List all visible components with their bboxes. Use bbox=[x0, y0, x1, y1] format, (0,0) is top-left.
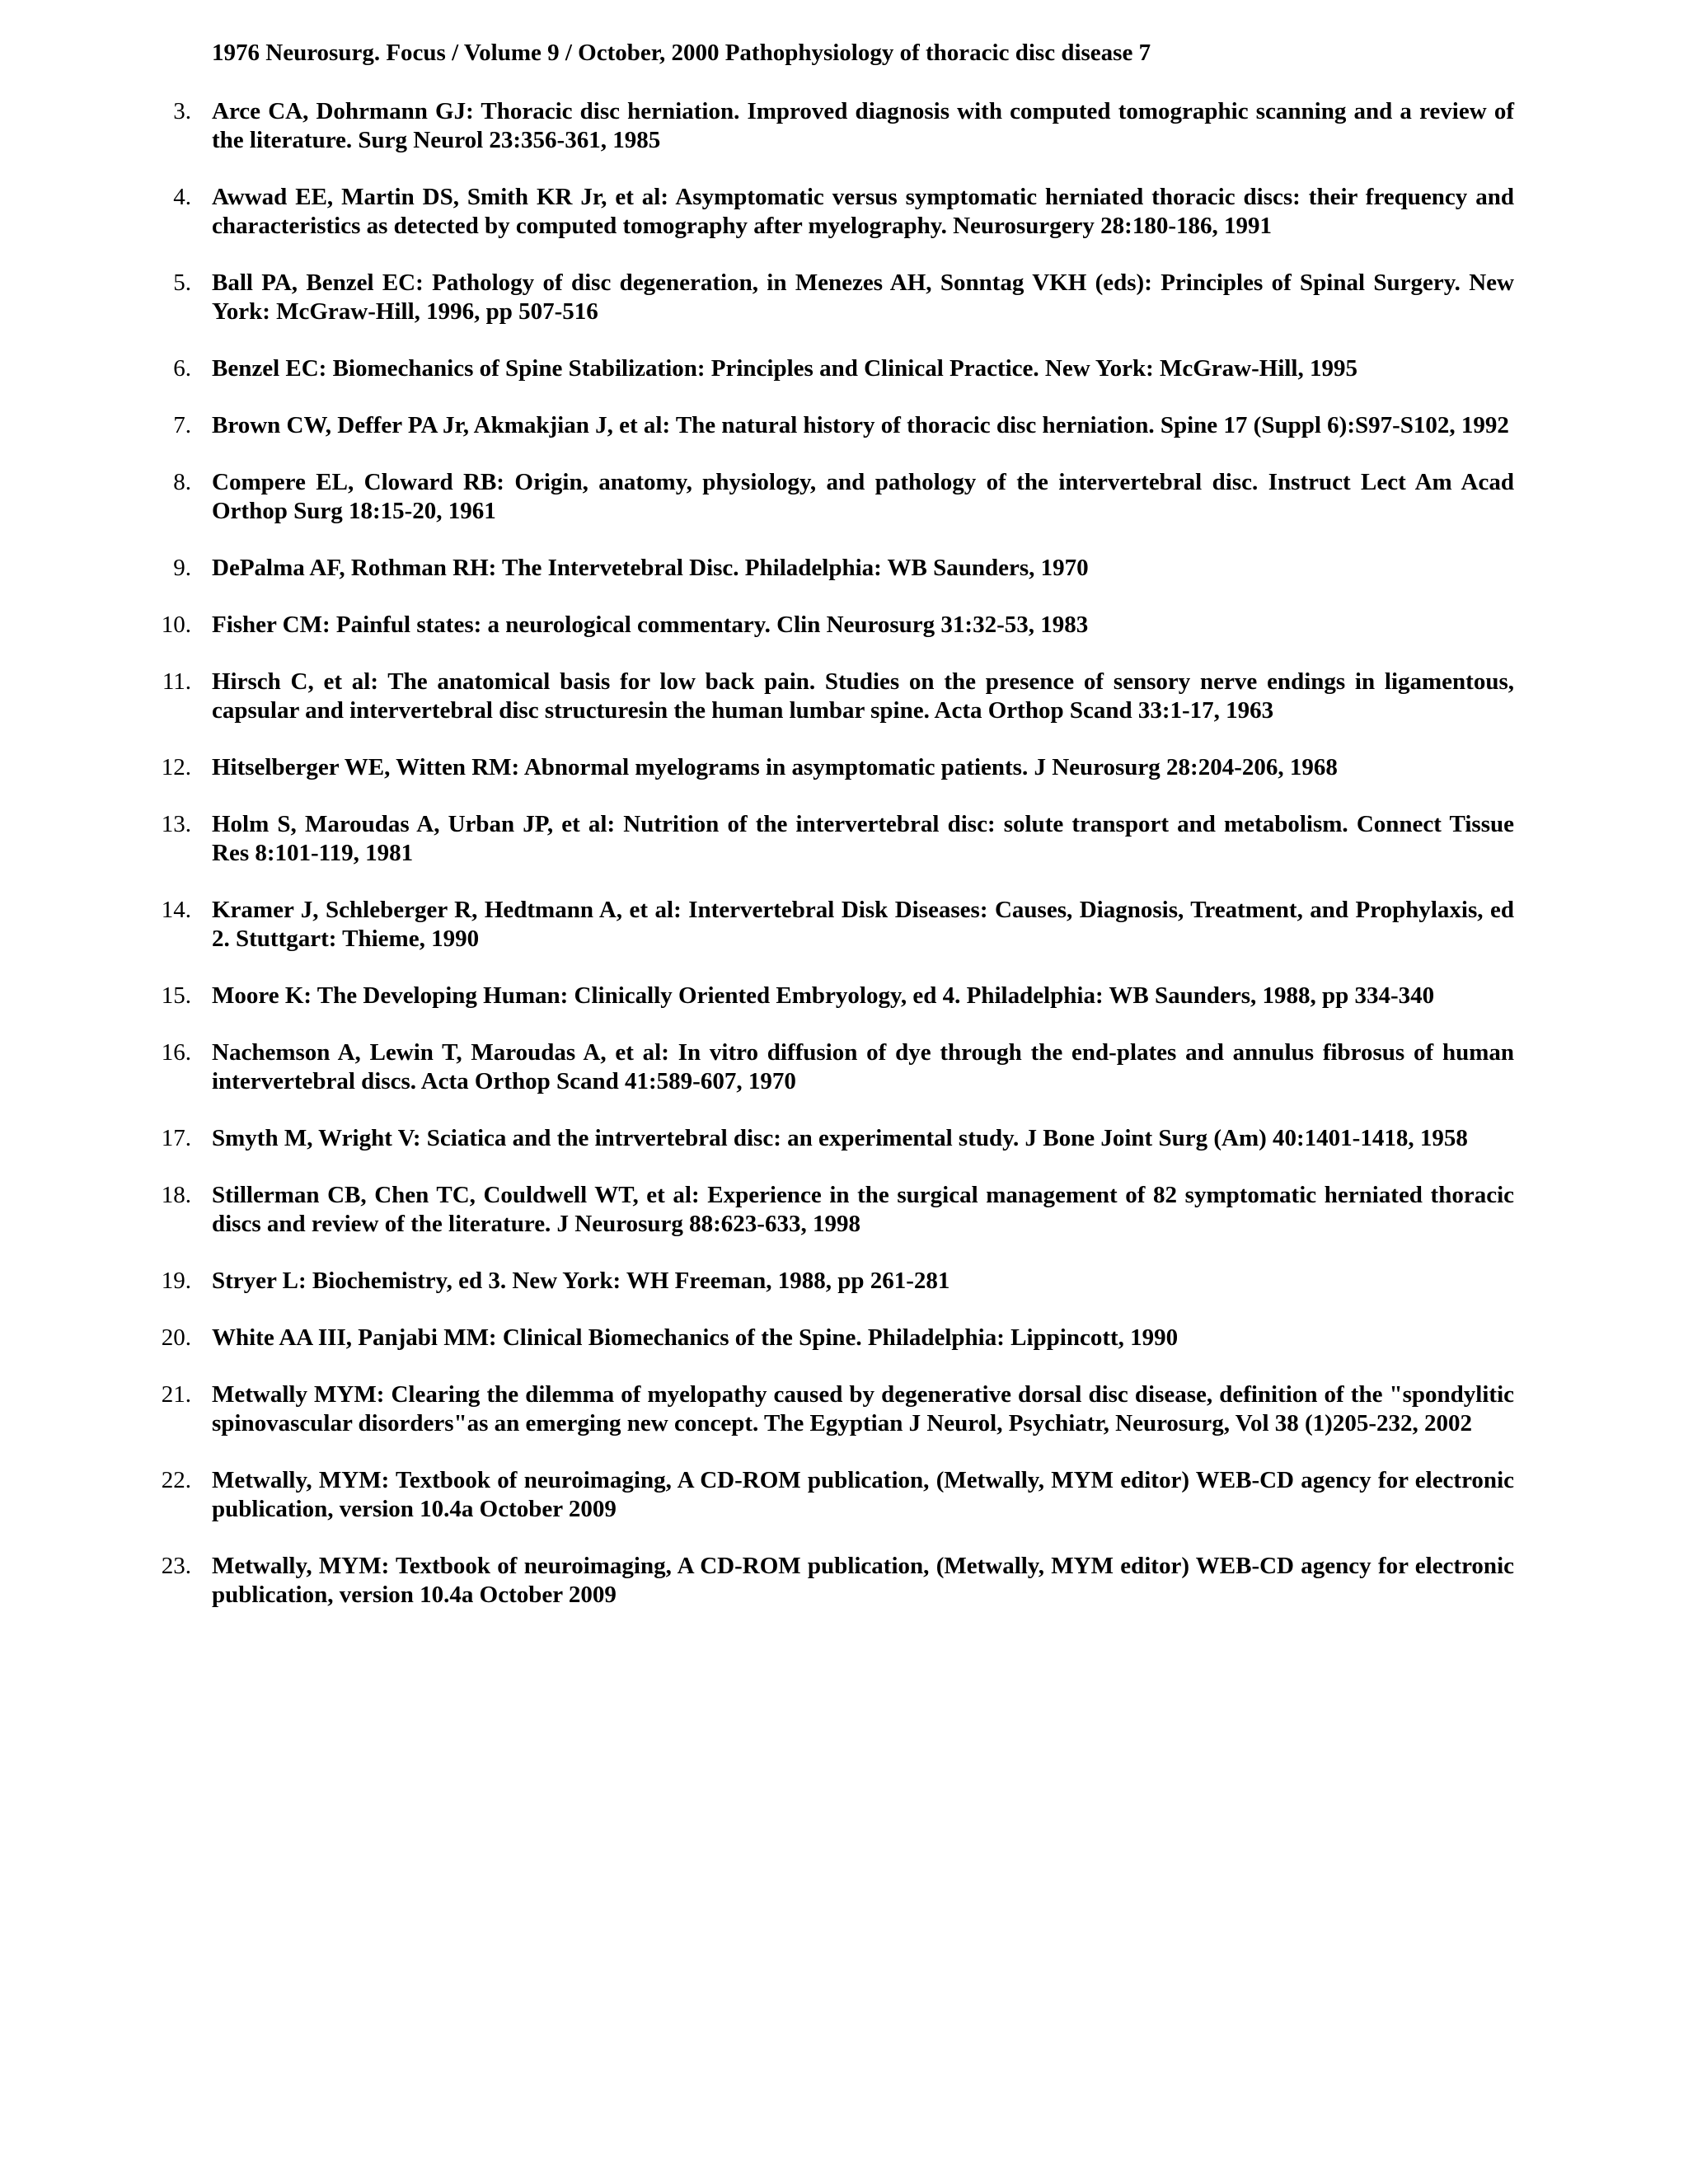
reference-item bbox=[0, 1038, 1688, 1096]
reference-item bbox=[0, 1181, 1688, 1239]
reference-item bbox=[0, 468, 1688, 526]
reference-text: Fisher CM: Painful states: a neurological commentary. Clin Neurosurg 31:32-53, 1983 bbox=[212, 612, 1089, 638]
reference-number: 13. bbox=[161, 811, 191, 837]
reference-item bbox=[0, 269, 1688, 326]
reference-item bbox=[0, 982, 1688, 1010]
reference-number: 8. bbox=[173, 469, 191, 495]
reference-text: Arce CA, Dohrmann GJ: Thoracic disc herniation. Improved diagnosis with computed tomographic scanning and a review of the literature. Surg Neurol 23:356-361, 1985 bbox=[212, 98, 1514, 153]
reference-text: Smyth M, Wright V: Sciatica and the intrvertebral disc: an experimental study. J Bone Joint Surg (Am) 40:1401-1418, 1958 bbox=[212, 1125, 1468, 1151]
reference-item bbox=[0, 1552, 1688, 1610]
reference-number: 3. bbox=[173, 98, 191, 124]
reference-number: 4. bbox=[173, 184, 191, 210]
reference-number: 5. bbox=[173, 269, 191, 296]
reference-item bbox=[0, 810, 1688, 868]
reference-number: 22. bbox=[161, 1467, 191, 1493]
reference-text: Metwally MYM: Clearing the dilemma of myelopathy caused by degenerative dorsal disc disease, definition of the "spondylitic spinovascular disorders"as an emerging new concept. The Egyptian J Neurol, Psychiatr, Neurosurg, Vol 38 (1)205-232, 2002 bbox=[212, 1381, 1514, 1436]
reference-text: Awwad EE, Martin DS, Smith KR Jr, et al: Asymptomatic versus symptomatic herniated thoracic discs: their frequency and characteristics as detected by computed tomography after myelography. Neurosurgery 28:180-186, 1991 bbox=[212, 184, 1514, 239]
reference-item bbox=[0, 753, 1688, 782]
reference-item bbox=[0, 1267, 1688, 1296]
reference-item bbox=[0, 1380, 1688, 1438]
reference-item bbox=[0, 668, 1688, 725]
reference-item bbox=[0, 183, 1688, 241]
reference-number: 10. bbox=[161, 612, 191, 638]
reference-text: Nachemson A, Lewin T, Maroudas A, et al: In vitro diffusion of dye through the end-plates and annulus fibrosus of human intervertebral discs. Acta Orthop Scand 41:589-607, 1970 bbox=[212, 1039, 1514, 1094]
reference-number: 9. bbox=[173, 555, 191, 581]
reference-item bbox=[0, 554, 1688, 583]
reference-number: 15. bbox=[161, 982, 191, 1009]
reference-number: 16. bbox=[161, 1039, 191, 1066]
reference-number: 11. bbox=[162, 668, 191, 695]
reference-text: Hitselberger WE, Witten RM: Abnormal myelograms in asymptomatic patients. J Neurosurg 28:204-206, 1968 bbox=[212, 754, 1338, 780]
reference-item bbox=[0, 611, 1688, 640]
reference-text: Stryer L: Biochemistry, ed 3. New York: WH Freeman, 1988, pp 261-281 bbox=[212, 1268, 950, 1294]
reference-number: 17. bbox=[161, 1125, 191, 1151]
reference-item bbox=[0, 1124, 1688, 1153]
reference-list bbox=[0, 97, 1688, 1638]
reference-text: Hirsch C, et al: The anatomical basis for low back pain. Studies on the presence of sensory nerve endings in ligamentous, capsular and intervertebral disc structuresin the human lumbar spine. Acta Orthop Scand 33:1-17, 1963 bbox=[212, 668, 1514, 724]
reference-item bbox=[0, 411, 1688, 440]
reference-text: Moore K: The Developing Human: Clinically Oriented Embryology, ed 4. Philadelphia: WB Saunders, 1988, pp 334-340 bbox=[212, 982, 1435, 1009]
reference-text: Metwally, MYM: Textbook of neuroimaging, A CD-ROM publication, (Metwally, MYM editor) WEB-CD agency for electronic publication, version 10.4a October 2009 bbox=[212, 1553, 1514, 1608]
reference-text: Benzel EC: Biomechanics of Spine Stabilization: Principles and Clinical Practice. New York: McGraw-Hill, 1995 bbox=[212, 355, 1357, 382]
reference-number: 12. bbox=[161, 754, 191, 780]
reference-number: 23. bbox=[161, 1553, 191, 1579]
reference-number: 14. bbox=[161, 897, 191, 923]
reference-text: Brown CW, Deffer PA Jr, Akmakjian J, et al: The natural history of thoracic disc herniation. Spine 17 (Suppl 6):S97-S102, 1992 bbox=[212, 412, 1509, 438]
reference-item bbox=[0, 97, 1688, 155]
reference-text: Kramer J, Schleberger R, Hedtmann A, et al: Intervertebral Disk Diseases: Causes, Diagnosis, Treatment, and Prophylaxis, ed 2. Stuttgart: Thieme, 1990 bbox=[212, 897, 1514, 952]
reference-text: Compere EL, Cloward RB: Origin, anatomy, physiology, and pathology of the intervertebral disc. Instruct Lect Am Acad Orthop Surg 18:15-20, 1961 bbox=[212, 469, 1514, 524]
reference-text: Holm S, Maroudas A, Urban JP, et al: Nutrition of the intervertebral disc: solute transport and metabolism. Connect Tissue Res 8:101-119, 1981 bbox=[212, 811, 1514, 866]
reference-item bbox=[0, 896, 1688, 954]
reference-number: 20. bbox=[161, 1324, 191, 1351]
reference-item bbox=[0, 1466, 1688, 1524]
reference-text: Stillerman CB, Chen TC, Couldwell WT, et al: Experience in the surgical management of 82 symptomatic herniated thoracic discs and review of the literature. J Neurosurg 88:623-633, 1998 bbox=[212, 1182, 1514, 1237]
reference-text: Metwally, MYM: Textbook of neuroimaging, A CD-ROM publication, (Metwally, MYM editor) WEB-CD agency for electronic publication, version 10.4a October 2009 bbox=[212, 1467, 1514, 1522]
reference-text: Ball PA, Benzel EC: Pathology of disc degeneration, in Menezes AH, Sonntag VKH (eds): Principles of Spinal Surgery. New York: McGraw-Hill, 1996, pp 507-516 bbox=[212, 269, 1514, 325]
reference-item bbox=[0, 1324, 1688, 1352]
page-header: 1976 Neurosurg. Focus / Volume 9 / October, 2000 Pathophysiology of thoracic disc disease 7 bbox=[212, 40, 1151, 66]
reference-number: 21. bbox=[161, 1381, 191, 1408]
reference-item bbox=[0, 354, 1688, 383]
reference-number: 18. bbox=[161, 1182, 191, 1208]
reference-text: DePalma AF, Rothman RH: The Intervetebral Disc. Philadelphia: WB Saunders, 1970 bbox=[212, 555, 1089, 581]
reference-number: 19. bbox=[161, 1268, 191, 1294]
reference-text: White AA III, Panjabi MM: Clinical Biomechanics of the Spine. Philadelphia: Lippincott, 1990 bbox=[212, 1324, 1179, 1351]
reference-number: 6. bbox=[173, 355, 191, 382]
reference-number: 7. bbox=[173, 412, 191, 438]
